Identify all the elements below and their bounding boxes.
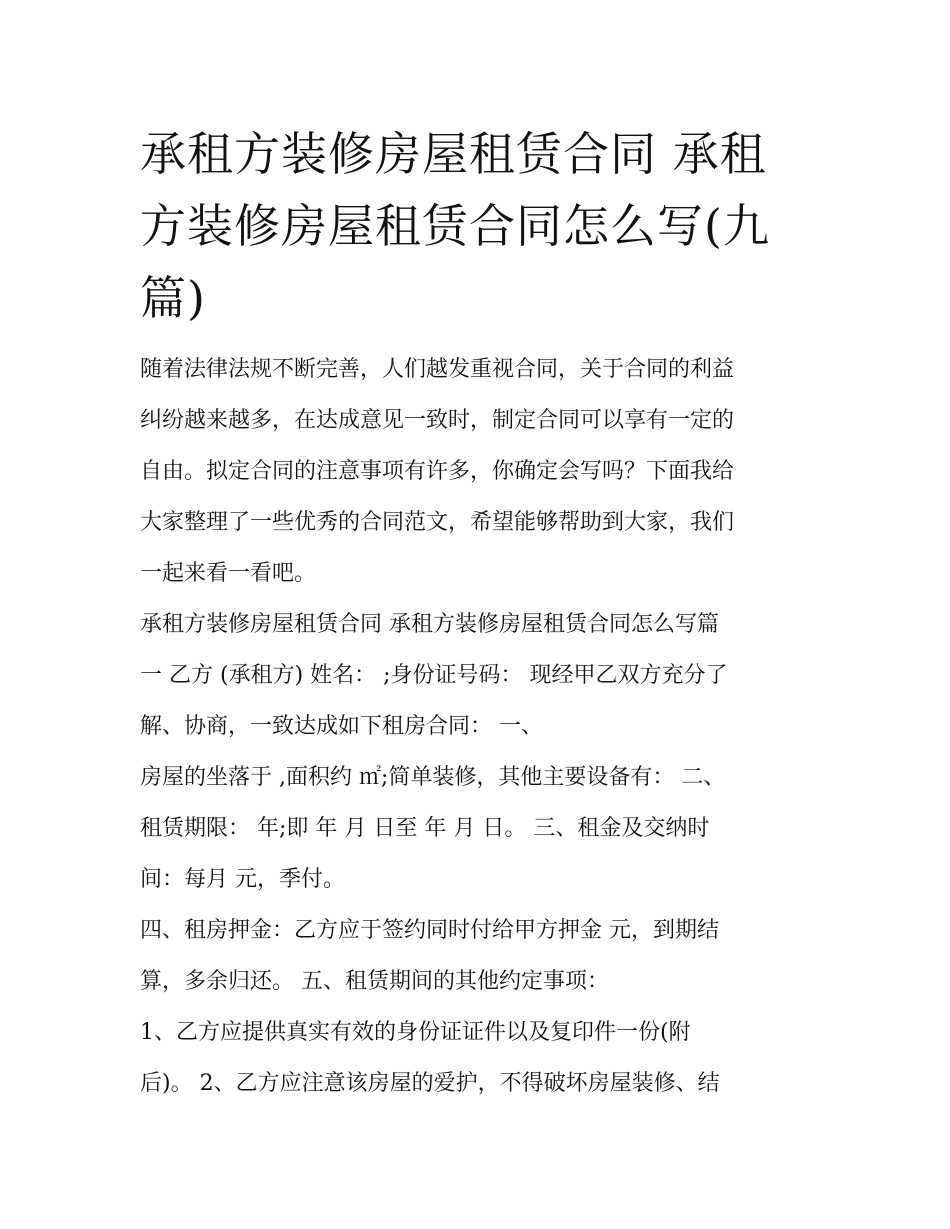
- text-line: 房屋的坐落于 ,面积约 ㎡;简单装修，其他主要设备有： 二、: [140, 765, 726, 790]
- title-line: 承租方装修房屋租赁合同 承租: [140, 127, 767, 181]
- contract-heading-paragraph: [140, 599, 812, 752]
- other-terms-paragraph: [140, 1007, 812, 1109]
- deposit-paragraph: [140, 905, 812, 1007]
- property-terms-paragraph: [140, 752, 812, 905]
- text-line: 承租方装修房屋租赁合同 承租方装修房屋租赁合同怎么写篇: [140, 612, 719, 637]
- title-line: 篇): [140, 271, 206, 325]
- text-line: 后)。 2、乙方应注意该房屋的爱护，不得破坏房屋装修、结: [140, 1071, 720, 1096]
- text-line: 纠纷越来越多，在达成意见一致时，制定合同可以享有一定的: [140, 408, 735, 433]
- text-line: 大家整理了一些优秀的合同范文，希望能够帮助到大家，我们: [140, 510, 735, 535]
- title-line: 方装修房屋租赁合同怎么写(九: [140, 199, 770, 253]
- text-line: 算，多余归还。 五、租赁期间的其他约定事项：: [140, 969, 609, 994]
- text-line: 四、租房押金：乙方应于签约同时付给甲方押金 元，到期结: [140, 918, 719, 943]
- text-line: 随着法律法规不断完善，人们越发重视合同，关于合同的利益: [140, 357, 735, 382]
- text-line: 自由。拟定合同的注意事项有许多，你确定会写吗？下面我给: [140, 459, 735, 484]
- document-title: [140, 118, 812, 334]
- text-line: 一起来看一看吧。: [140, 561, 317, 586]
- intro-paragraph: [140, 344, 812, 599]
- text-line: 一 乙方 (承租方) 姓名： ;身份证号码： 现经甲乙双方充分了: [140, 663, 728, 688]
- text-line: 间：每月 元，季付。: [140, 867, 345, 892]
- text-line: 解、协商，一致达成如下租房合同： 一、: [140, 714, 543, 739]
- text-line: 1、乙方应提供真实有效的身份证证件以及复印件一份(附: [140, 1020, 691, 1045]
- document-page: [140, 118, 812, 1109]
- text-line: 租赁期限： 年;即 年 月 日至 年 月 日。 三、租金及交纳时: [140, 816, 710, 841]
- document-body: [140, 344, 812, 1109]
